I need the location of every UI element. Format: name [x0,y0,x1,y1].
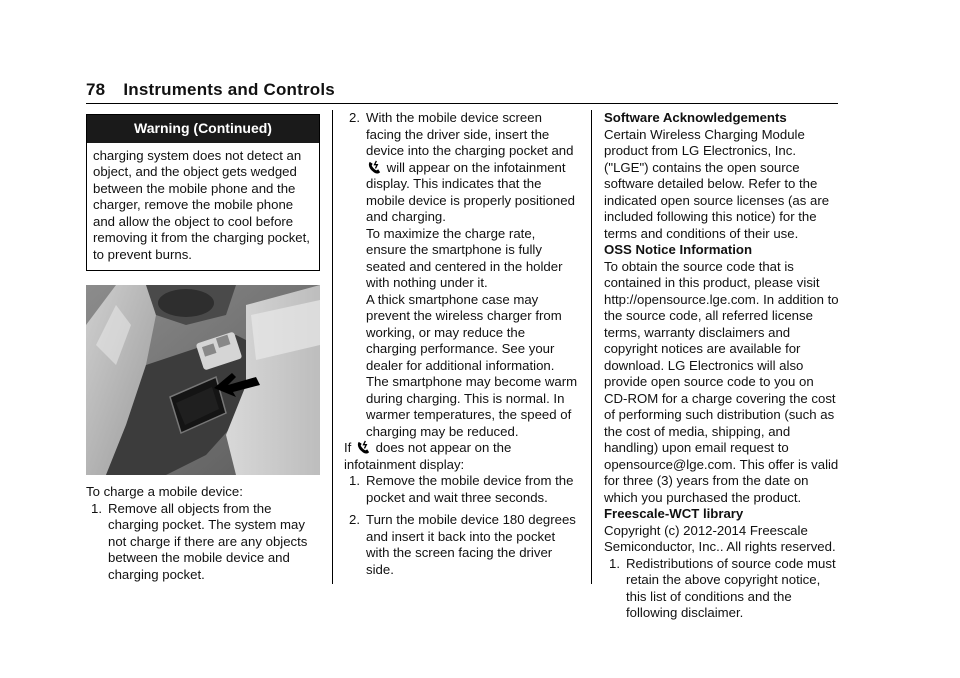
column-1 [86,114,320,583]
list-item [86,501,320,584]
list-item [604,556,840,622]
charge-intro: To charge a mobile device: [86,484,243,499]
list-text: Remove all objects from the charging pocket. The system may not charge if there are any objects between the mobile device and charging pocket. [108,500,308,582]
list-number: 1. [609,555,620,571]
step2-paragraph: To maximize the charge rate, ensure the smartphone is fully seated and centered in the holder with nothing under it. [366,225,563,290]
heading-software-acknowledgements: Software Acknowledgements [604,110,787,125]
list-item [344,110,579,440]
list-item [344,473,579,506]
step2-text-a: With the mobile device screen facing the driver side, insert the device into the charging pocket and [366,110,574,158]
if-text-a: If [344,440,352,455]
section-title: Instruments and Controls [123,80,335,99]
column-divider-1 [332,110,333,584]
if-text-b: does not appear on the infotainment display: [344,440,512,472]
step2-paragraph: The smartphone may become warm during charging. This is normal. In warmer temperatures, the speed of charging may be reduced. [366,374,578,439]
heading-freescale-wct: Freescale-WCT library [604,506,744,521]
list-number: 1. [91,500,102,516]
column-divider-2 [591,110,592,584]
column-2 [344,110,579,578]
step2-paragraph: A thick smartphone case may prevent the wireless charger from working, or may reduce the charging performance. See your dealer for additional information. [366,291,562,373]
list-number: 1. [349,473,360,488]
wireless-charging-pocket-photo [86,285,320,475]
page-number: 78 [86,80,106,99]
list-number: 2. [349,110,360,125]
paragraph: To obtain the source code that is contained in this product, please visit http://opensource.lge.com. In addition to the source code, all referred license terms, warranty disclaimers and copyright notices are available for download. LG Electronics will also provide open source code to you on CD-ROM for a charge covering the cost of performing such distribution (such as the cost of media, shipping, and handling) upon email request to opensource@lge.com. This offer is valid for three (3) years from the date on which you purchased the product. [604,258,839,505]
list-text: Redistributions of source code must retain the above copyright notice, this list of conditions and the following disclaimer. [626,555,836,620]
column-3 [604,110,840,622]
page-header [86,80,335,100]
heading-oss-notice: OSS Notice Information [604,242,753,257]
list-text: Remove the mobile device from the pocket and wait three seconds. [366,473,574,505]
phone-charging-icon [356,440,371,455]
header-rule [86,103,838,104]
warning-title: Warning (Continued) [87,115,319,143]
paragraph: Copyright (c) 2012-2014 Freescale Semiconductor, Inc.. All rights reserved. [604,522,836,554]
list-text: Turn the mobile device 180 degrees and insert it back into the pocket with the screen facing the driver side. [366,512,576,577]
list-number: 2. [349,512,360,527]
list-item [344,512,579,578]
phone-charging-icon [367,160,382,175]
if-not-appear [344,440,579,473]
warning-box [86,114,320,271]
warning-body: charging system does not detect an object, and the object gets wedged between the mobile phone and the charger, remove the mobile phone and allow the object to cool before removing it from the charging pocket, to prevent burns. [93,147,310,262]
paragraph: Certain Wireless Charging Module product from LG Electronics, Inc. ("LGE") contains the open source software detailed below. Refer to the indicated open source licenses (as are included following this notice) for the terms and conditions of their use. [604,126,830,241]
step2-text-b: will appear on the infotainment display. This indicates that the mobile device is properly positioned and charging. [366,159,575,224]
